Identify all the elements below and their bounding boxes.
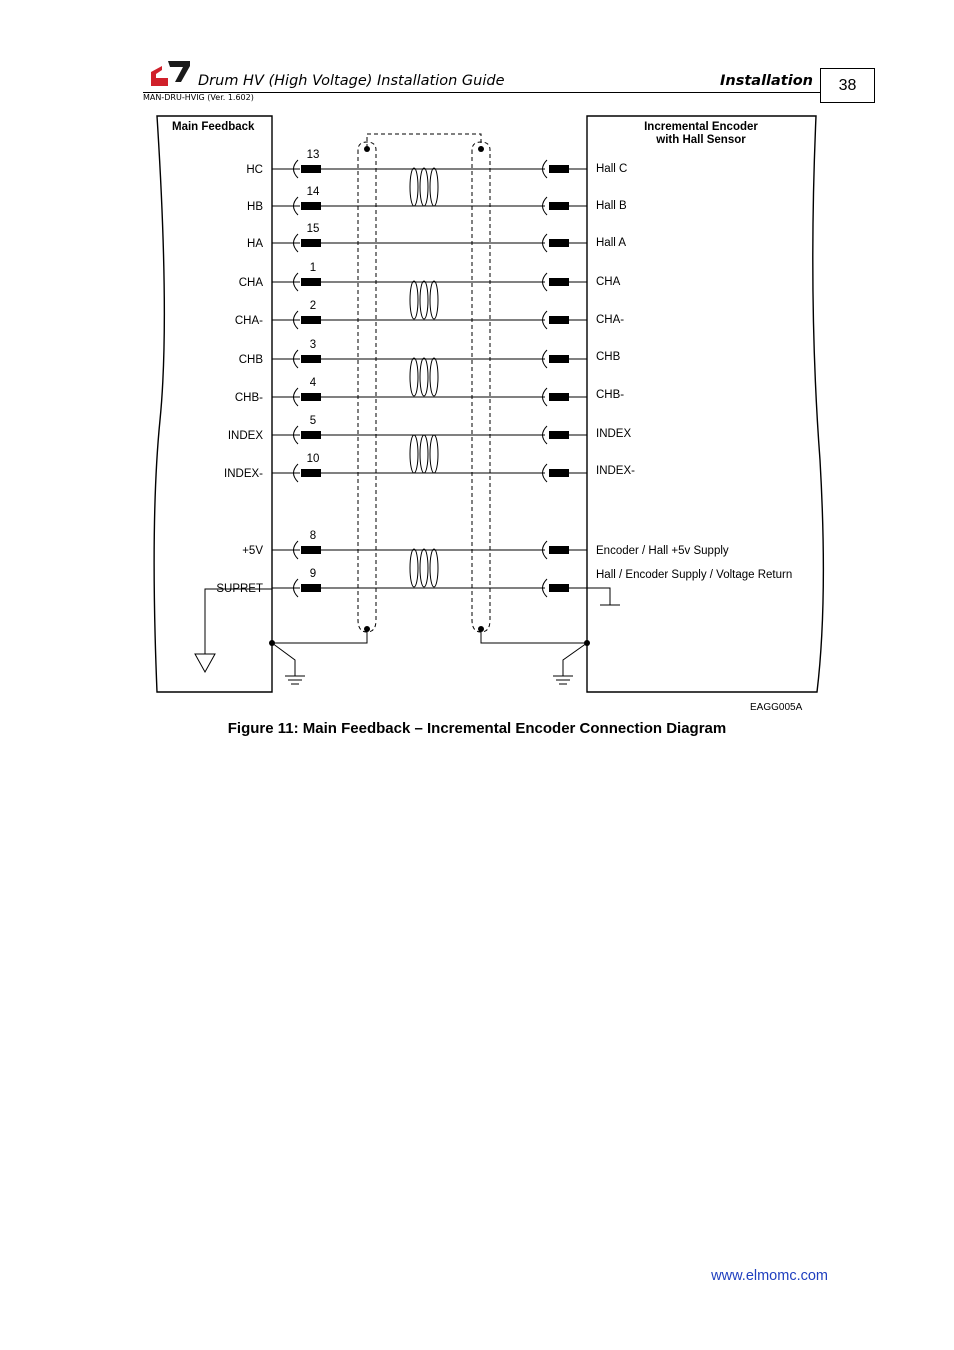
connector-pin-icon [549, 584, 569, 592]
chassis-ground-icon [272, 629, 367, 684]
twisted-pair-icon [410, 549, 438, 587]
right-signal-label: Hall B [596, 200, 627, 212]
twisted-pair-icon [410, 281, 438, 319]
connector-pin-icon [549, 278, 569, 286]
left-signal-label: CHA [238, 277, 263, 289]
ground-junction-dot [269, 640, 275, 646]
right-signal-label: CHA [596, 276, 621, 288]
pin-number: 4 [309, 377, 317, 389]
pin-number: 1 [309, 262, 317, 274]
pin-number: 13 [306, 149, 320, 161]
connector-pin-icon [301, 584, 321, 592]
pin-number: 8 [309, 530, 317, 542]
connector-pin-icon [301, 239, 321, 247]
pin-number: 9 [309, 568, 317, 580]
footer-url[interactable]: www.elmomc.com [711, 1268, 828, 1284]
signal-row [242, 530, 729, 559]
pin-number: 3 [309, 339, 317, 351]
connector-pin-icon [301, 165, 321, 173]
left-signal-label: SUPRET [216, 583, 263, 595]
left-signal-label: CHA- [234, 315, 263, 327]
connector-pin-icon [549, 239, 569, 247]
elmo-logo-icon [148, 58, 192, 88]
encoder-return-ground-icon [569, 588, 620, 605]
left-signal-label: INDEX- [224, 468, 263, 480]
connection-diagram [140, 108, 830, 718]
right-signal-label: CHB- [596, 389, 625, 401]
right-signal-label: CHA- [596, 314, 625, 326]
pin-number: 2 [309, 300, 317, 312]
document-title: Drum HV (High Voltage) Installation Guide [198, 73, 505, 89]
connector-pin-icon [301, 278, 321, 286]
left-signal-label: HA [247, 238, 263, 250]
left-signal-label: CHB- [234, 392, 263, 404]
connector-pin-icon [549, 431, 569, 439]
connector-pin-icon [549, 355, 569, 363]
pin-number: 5 [309, 415, 317, 427]
connector-pin-icon [549, 202, 569, 210]
connector-pin-icon [549, 469, 569, 477]
chassis-ground-icon [481, 629, 587, 684]
left-device-title: Main Feedback [172, 121, 255, 133]
connector-pin-icon [301, 469, 321, 477]
section-title: Installation [720, 73, 813, 89]
right-signal-label: CHB [596, 351, 621, 363]
signal-row [228, 415, 632, 444]
page-number: 38 [820, 68, 875, 103]
connector-pin-icon [301, 355, 321, 363]
signal-row [235, 300, 624, 329]
connector-pin-icon [549, 393, 569, 401]
right-signal-label: INDEX- [596, 465, 635, 477]
right-signal-label: Hall C [596, 163, 628, 175]
right-signal-label: Encoder / Hall +5v Supply [596, 545, 729, 557]
twisted-pair-icon [410, 168, 438, 206]
drawing-code: EAGG005A [750, 702, 803, 713]
document-code: MAN-DRU-HVIG (Ver. 1.602) [143, 93, 254, 102]
pin-number: 14 [306, 186, 320, 198]
connector-pin-icon [301, 316, 321, 324]
connector-pin-icon [549, 165, 569, 173]
twisted-pair-icon [410, 358, 438, 396]
pin-number: 15 [306, 223, 320, 235]
left-signal-label: HB [247, 201, 263, 213]
left-signal-label: HC [246, 164, 263, 176]
ground-junction-dot [584, 640, 590, 646]
signal-row [239, 262, 621, 291]
right-device-title-2: with Hall Sensor [656, 134, 746, 146]
connector-pin-icon [549, 546, 569, 554]
signal-row [216, 568, 792, 597]
signal-row [247, 223, 626, 252]
connector-pin-icon [301, 431, 321, 439]
shield-dot [364, 146, 370, 152]
connector-pin-icon [301, 393, 321, 401]
shield-dot [478, 146, 484, 152]
right-device-title-1: Incremental Encoder [644, 121, 758, 133]
left-signal-label: CHB [238, 354, 263, 366]
pin-number: 10 [306, 453, 320, 465]
supret-ground [195, 589, 272, 672]
connector-pin-icon [301, 546, 321, 554]
connector-pin-icon [301, 202, 321, 210]
left-signal-label: INDEX [227, 430, 263, 442]
cable-shield [358, 134, 490, 632]
twisted-pair-icon [410, 435, 438, 473]
right-signal-label: Hall / Encoder Supply / Voltage Return [596, 569, 793, 581]
left-signal-label: +5V [242, 545, 263, 557]
signal-row [235, 377, 624, 406]
signal-row [239, 339, 621, 368]
connector-pin-icon [549, 316, 569, 324]
right-signal-label: Hall A [596, 237, 627, 249]
right-signal-label: INDEX [596, 428, 632, 440]
figure-caption: Figure 11: Main Feedback – Incremental Encoder Connection Diagram [227, 720, 727, 737]
